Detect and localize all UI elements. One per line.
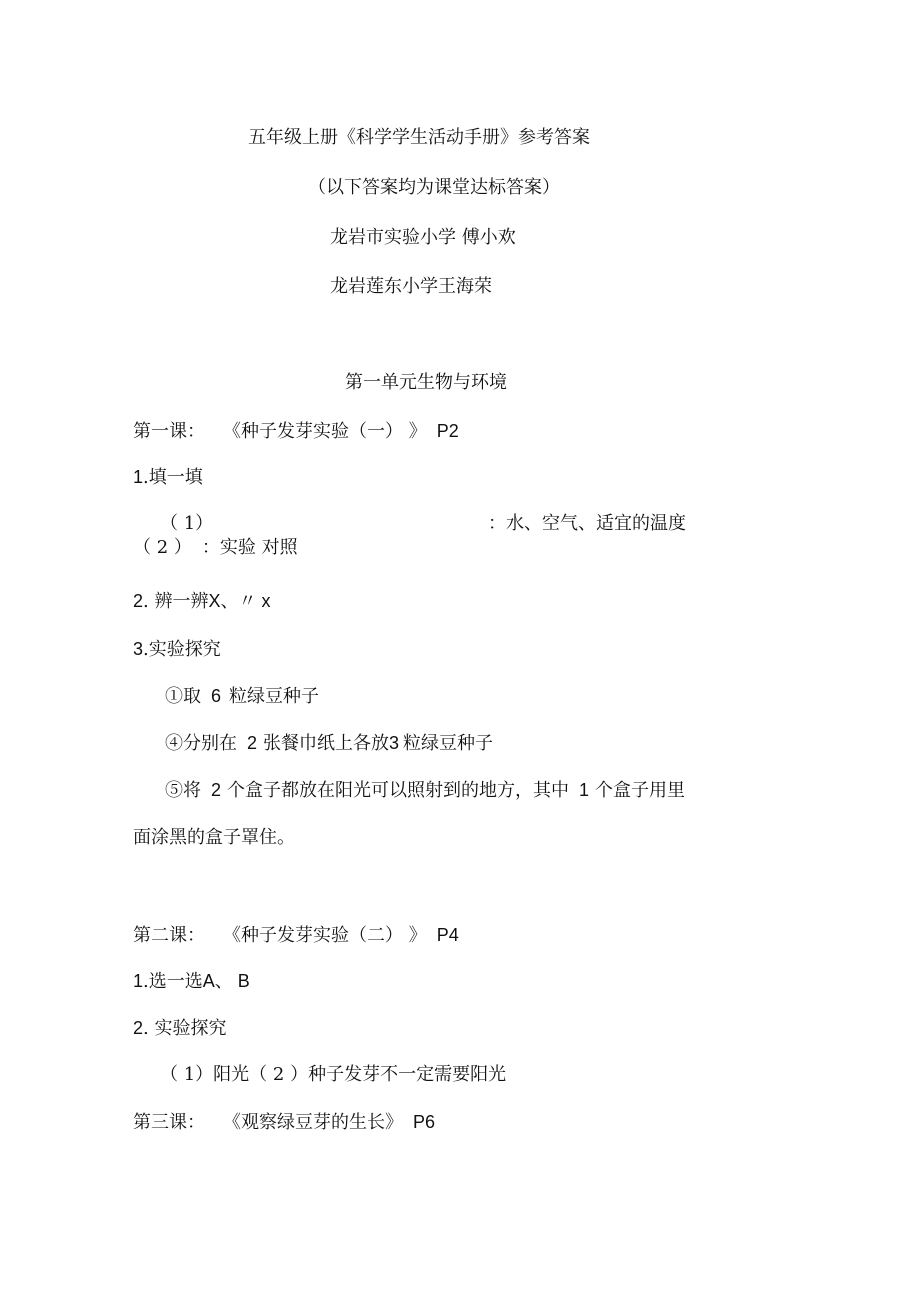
lesson2-q2-num: 2 <box>133 1018 144 1038</box>
lesson1-heading-page: P2 <box>436 421 459 441</box>
lesson2-q1-answer: A、 B <box>202 971 250 991</box>
lesson1-step5-continued: 面涂黑的盒子罩住。 <box>133 827 295 848</box>
lesson3-heading <box>133 1111 435 1134</box>
lesson1-step5-b: 个盒子都放在阳光可以照射到的地方，其中 <box>227 780 570 801</box>
lesson1-step5-num2: 1 <box>579 780 590 800</box>
lesson1-q3-num: 3 <box>133 639 144 659</box>
lesson1-step4-c: 粒绿豆种子 <box>403 733 494 754</box>
unit-title: 第一单元生物与环境 <box>345 372 507 393</box>
lesson1-q1 <box>133 466 203 489</box>
lesson1-q1-a-index: （ 1） <box>160 513 214 534</box>
lesson1-step1-a: ①取 <box>165 686 201 707</box>
lesson2-heading-page: P4 <box>436 925 459 945</box>
lesson1-step1-num: 6 <box>211 686 222 706</box>
lesson1-step1-b: 粒绿豆种子 <box>229 686 320 707</box>
lesson1-q1-num: 1 <box>133 467 144 487</box>
lesson1-q1-b-answer: ：实验 对照 <box>201 537 298 558</box>
document-title: 五年级上册《科学学生活动手册》参考答案 <box>248 127 590 148</box>
lesson1-q1-label: .填一填 <box>143 467 203 488</box>
lesson1-heading <box>133 420 459 443</box>
author-line-2: 龙岩莲东小学王海荣 <box>330 276 492 297</box>
lesson2-q2 <box>133 1017 226 1040</box>
lesson2-heading <box>133 924 459 947</box>
lesson1-step4-num2: 3 <box>389 733 400 753</box>
lesson2-q1-label: .选一选 <box>143 971 203 992</box>
lesson1-heading-name: 《种子发芽实验（一） 》 <box>223 421 427 442</box>
lesson1-q2-answer: X、〃 x <box>208 591 271 611</box>
lesson1-q1-b <box>133 537 298 559</box>
document-subtitle: （以下答案均为课堂达标答案） <box>308 177 560 198</box>
lesson1-step4 <box>165 732 493 755</box>
lesson1-step4-a: ④分别在 <box>165 733 237 754</box>
lesson1-heading-label: 第一课： <box>133 421 205 442</box>
lesson2-q2-label: . 实验探究 <box>143 1018 227 1039</box>
lesson2-q1-num: 1 <box>133 971 144 991</box>
lesson1-q1-a-answer: ：水、空气、适宜的温度 <box>488 513 686 534</box>
lesson1-q3-label: .实验探究 <box>143 639 221 660</box>
lesson3-heading-name: 《观察绿豆芽的生长》 <box>223 1112 403 1133</box>
lesson1-step1 <box>165 685 319 708</box>
lesson1-q3 <box>133 638 221 661</box>
lesson1-step5 <box>165 779 685 802</box>
lesson3-heading-page: P6 <box>413 1112 436 1132</box>
lesson1-step5-num1: 2 <box>211 780 222 800</box>
lesson1-q2-label: . 辨一辨 <box>143 591 209 612</box>
lesson2-heading-label: 第二课： <box>133 925 205 946</box>
lesson1-step5-a: ⑤将 <box>165 780 201 801</box>
lesson3-heading-label: 第三课： <box>133 1112 205 1133</box>
lesson1-q1-b-index: （ 2 ） <box>133 537 192 558</box>
author-line-1: 龙岩市实验小学 傅小欢 <box>330 227 516 248</box>
lesson2-heading-name: 《种子发芽实验（二） 》 <box>223 925 427 946</box>
lesson1-q2 <box>133 590 270 613</box>
lesson1-step5-c: 个盒子用里 <box>595 780 686 801</box>
lesson1-step4-b: 张餐巾纸上各放 <box>263 733 390 754</box>
lesson1-step4-num1: 2 <box>247 733 258 753</box>
lesson2-q1 <box>133 970 250 993</box>
lesson1-q2-num: 2 <box>133 591 144 611</box>
lesson2-q2-answer: （ 1）阳光（ 2 ）种子发芽不一定需要阳光 <box>160 1064 507 1085</box>
